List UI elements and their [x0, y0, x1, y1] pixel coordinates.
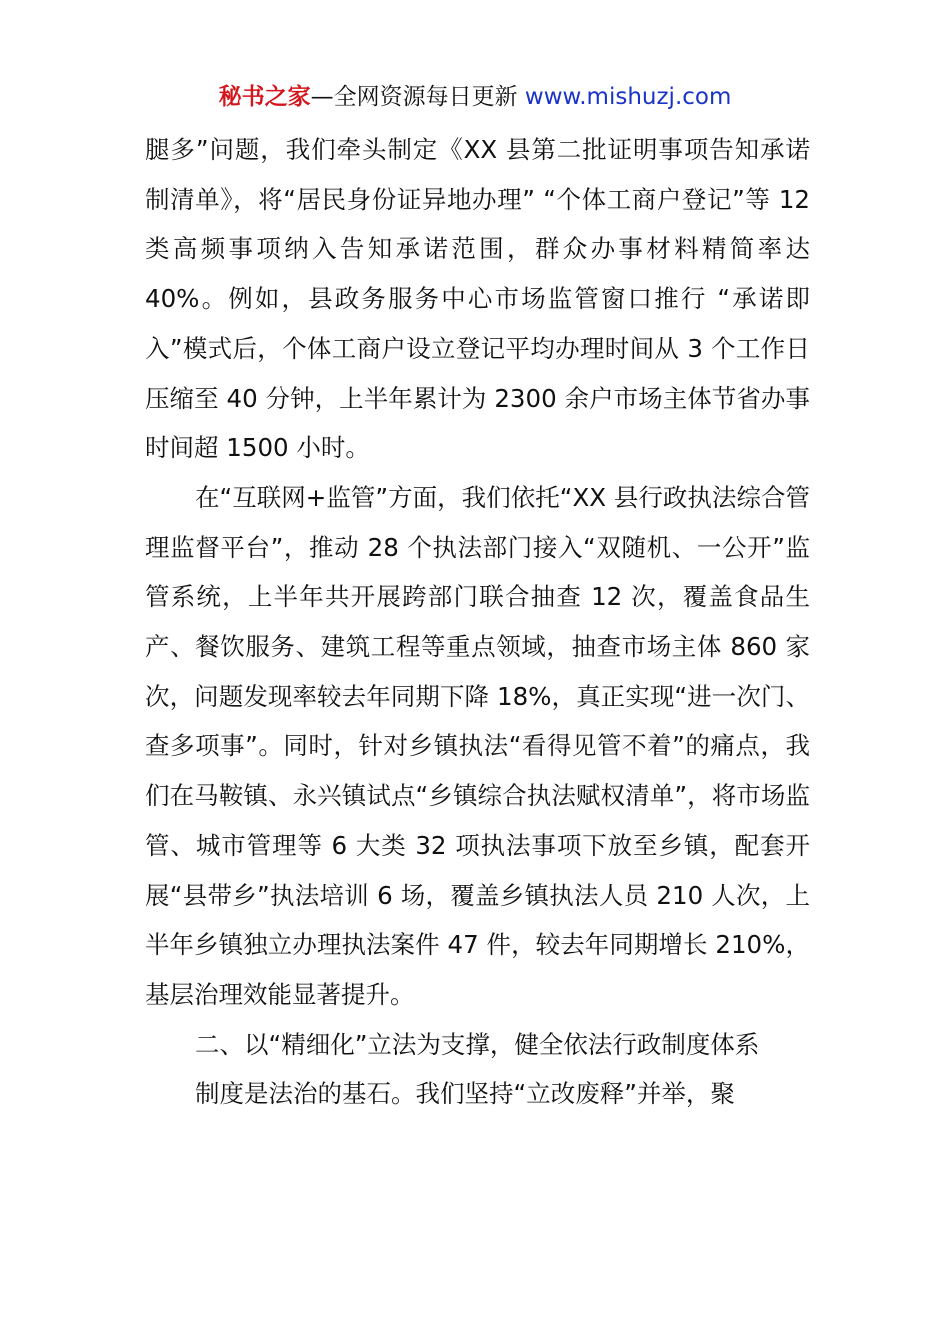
site-brand: 秘书之家 — [218, 84, 311, 110]
section-heading: 二、以“精细化”立法为支撑，健全依法行政制度体系 — [195, 1029, 760, 1059]
site-header — [0, 82, 950, 112]
body-paragraph: 腿多”问题，我们牵头制定《XX 县第二批证明事项告知承诺制清单》，将“居民身份证异地办理” “个体工商户登记”等 12 类高频事项纳入告知承诺范围，群众办事材料精简率达 40%。例如，县政务服务中心市场监管窗口推行 “承诺即入”模式后，个体工商户设立登记平均办理时间从 3 个工作日压缩至 40 分钟，上半年累计为 2300 余户市场主体节省办事时间超 1500 小时。 — [145, 135, 810, 463]
site-tagline: —全网资源每日更新 — [310, 84, 525, 110]
body-paragraph: 在“互联网+监管”方面，我们依托“XX 县行政执法综合管理监督平台”，推动 28 个执法部门接入“双随机、一公开”监管系统，上半年共开展跨部门联合抽查 12 次，覆盖食品生产、餐饮服务、建筑工程等重点领域，抽查市场主体 860 家次，问题发现率较去年同期下降 18%，真正实现“进一次门、查多项事”。同时，针对乡镇执法“看得见管不着”的痛点，我们在马鞍镇、永兴镇试点“乡镇综合执法赋权清单”，将市场监管、城市管理等 6 大类 32 项执法事项下放至乡镇，配套开展“县带乡”执法培训 6 场，覆盖乡镇执法人员 210 人次，上半年乡镇独立办理执法案件 47 件，较去年同期增长 210%，基层治理效能显著提升。 — [145, 482, 810, 1009]
body-paragraph: 制度是法治的基石。我们坚持“立改废释”并举，聚 — [195, 1079, 735, 1109]
document-body — [145, 125, 810, 1119]
site-url-link[interactable]: www.mishuzj.com — [524, 84, 732, 110]
